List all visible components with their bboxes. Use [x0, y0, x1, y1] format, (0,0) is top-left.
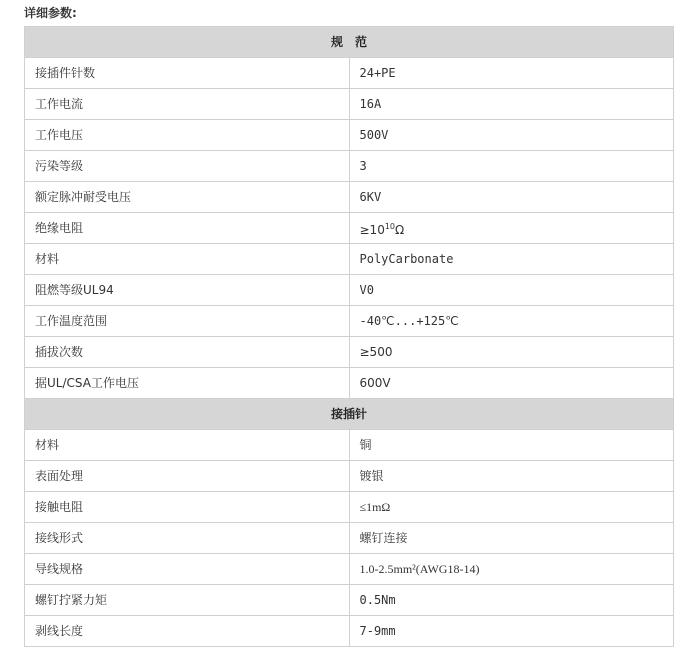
- row-value: PolyCarbonate: [349, 244, 674, 275]
- row-value: 3: [349, 151, 674, 182]
- row-value: ≤1mΩ: [349, 492, 674, 523]
- row-label: 工作温度范围: [25, 306, 350, 337]
- value-exponent: 10: [384, 221, 396, 231]
- table-row: [25, 244, 674, 275]
- row-label: 接插件针数: [25, 58, 350, 89]
- table-row: [25, 492, 674, 523]
- row-label: 污染等级: [25, 151, 350, 182]
- row-value: ≥500: [349, 337, 674, 368]
- page-title: 详细参数:: [24, 6, 77, 20]
- row-label: 螺钉拧紧力矩: [25, 585, 350, 616]
- row-value: 0.5Nm: [349, 585, 674, 616]
- table-row: [25, 368, 674, 399]
- row-label: 接线形式: [25, 523, 350, 554]
- row-label: 材料: [25, 244, 350, 275]
- table-row: [25, 523, 674, 554]
- row-value: 7-9mm: [349, 616, 674, 647]
- row-label: 工作电流: [25, 89, 350, 120]
- table-row: [25, 151, 674, 182]
- table-row: [25, 616, 674, 647]
- row-label: 导线规格: [25, 554, 350, 585]
- row-value: -40℃...+125℃: [349, 306, 674, 337]
- row-value: 螺钉连接: [349, 523, 674, 554]
- row-label: 插拔次数: [25, 337, 350, 368]
- value-unit: Ω: [395, 222, 405, 237]
- spec-table: [24, 26, 674, 647]
- value-prefix: ≥10: [359, 222, 385, 237]
- table-row: [25, 461, 674, 492]
- table-row: [25, 554, 674, 585]
- table-row: [25, 430, 674, 461]
- row-label: 绝缘电阻: [25, 213, 350, 244]
- row-label: 阻燃等级UL94: [25, 275, 350, 306]
- section-header-specifications: 规 范: [25, 27, 674, 58]
- table-row: [25, 213, 674, 244]
- row-label: 额定脉冲耐受电压: [25, 182, 350, 213]
- table-row: [25, 58, 674, 89]
- row-value: 500V: [349, 120, 674, 151]
- row-value: 6KV: [349, 182, 674, 213]
- table-row: [25, 182, 674, 213]
- row-label: 材料: [25, 430, 350, 461]
- row-value: V0: [349, 275, 674, 306]
- row-value: 1.0-2.5mm²(AWG18-14): [349, 554, 674, 585]
- table-row: [25, 585, 674, 616]
- row-value: 600V: [349, 368, 674, 399]
- section-header-row: [25, 399, 674, 430]
- row-value: 镀银: [349, 461, 674, 492]
- section-header-row: [25, 27, 674, 58]
- table-row: [25, 89, 674, 120]
- table-row: [25, 120, 674, 151]
- row-value: 16A: [349, 89, 674, 120]
- row-label: 表面处理: [25, 461, 350, 492]
- section-header-contacts: 接插针: [25, 399, 674, 430]
- row-label: 工作电压: [25, 120, 350, 151]
- row-label: 剥线长度: [25, 616, 350, 647]
- row-value-insulation: [349, 213, 674, 244]
- table-row: [25, 275, 674, 306]
- table-row: [25, 306, 674, 337]
- row-value: 铜: [349, 430, 674, 461]
- table-row: [25, 337, 674, 368]
- row-value: 24+PE: [349, 58, 674, 89]
- row-label: 接触电阻: [25, 492, 350, 523]
- row-label: 据UL/CSA工作电压: [25, 368, 350, 399]
